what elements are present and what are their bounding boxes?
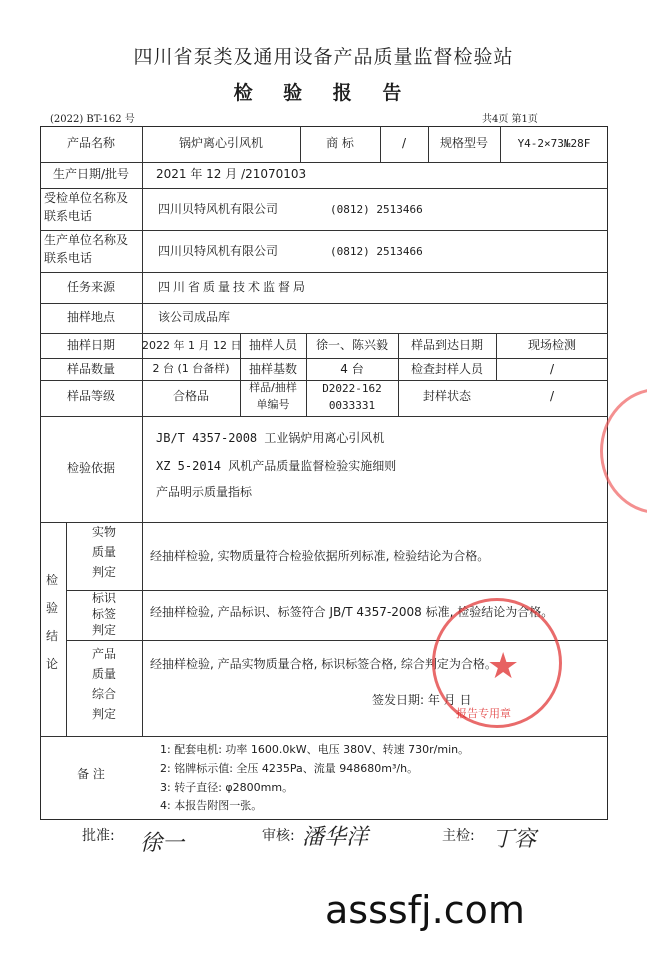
- sampling-date-label: 抽样日期: [66, 338, 115, 352]
- inspected-phone: (0812) 2513466: [330, 203, 423, 216]
- inspect-signature: 丁容: [492, 827, 537, 852]
- sample-no-label-2: 单编号: [256, 398, 290, 411]
- task-source: 四川省质量技术监督局: [158, 280, 309, 294]
- basis-line-3: 产品明示质量指标: [156, 485, 253, 499]
- c2-label-3: 判定: [91, 623, 116, 637]
- issue-date: 签发日期: 年 月 日: [372, 693, 472, 707]
- remark-4: 4: 本报告附图一张。: [160, 799, 263, 812]
- watermark: asssfj.com: [325, 888, 525, 932]
- page-info: 共4页 第1页: [482, 114, 538, 125]
- sample-grade: 合格品: [172, 389, 209, 403]
- conclusion-char-2: 验: [46, 601, 59, 615]
- c2-label-2: 标签: [91, 607, 116, 621]
- inspected-unit: 四川贝特风机有限公司: [158, 202, 279, 216]
- product-name: 锅炉离心引风机: [178, 136, 263, 150]
- task-source-label: 任务来源: [66, 280, 115, 294]
- c3-text: 经抽样检验, 产品实物质量合格, 标识标签合格, 综合判定为合格。: [150, 657, 497, 671]
- approve-label: 批准:: [82, 828, 115, 844]
- trademark: /: [401, 136, 407, 150]
- c2-label-1: 标识: [91, 591, 116, 605]
- sampling-place-label: 抽样地点: [66, 310, 115, 324]
- c1-label-3: 判定: [91, 565, 116, 579]
- org-title: 四川省泵类及通用设备产品质量监督检验站: [133, 46, 514, 68]
- c1-label-1: 实物: [91, 525, 116, 539]
- arrival-date-label: 样品到达日期: [410, 338, 483, 352]
- conclusion-char-3: 结: [46, 629, 59, 643]
- stamp-star-icon: ★: [487, 646, 520, 687]
- sample-no-2: 0033331: [328, 399, 376, 412]
- sampling-place: 该公司成品库: [158, 310, 231, 324]
- model: Y4-2×73№28F: [517, 137, 591, 150]
- basis-line-1: JB/T 4357-2008 工业锅炉用离心引风机: [156, 431, 385, 445]
- c3-label-2: 质量: [91, 667, 116, 681]
- sampler: 徐一、陈兴毅: [315, 338, 388, 352]
- c1-text: 经抽样检验, 实物质量符合检验依据所列标准, 检验结论为合格。: [150, 549, 490, 563]
- conclusion-char-1: 检: [46, 573, 59, 587]
- sample-no-1: D2022-162: [322, 382, 382, 395]
- inspected-unit-label-1: 受检单位名称及: [44, 191, 129, 205]
- basis-label: 检验依据: [66, 461, 115, 475]
- seal-state: /: [549, 389, 555, 403]
- sampling-base-label: 抽样基数: [248, 362, 297, 376]
- producer-phone: (0812) 2513466: [330, 245, 423, 258]
- c3-label-4: 判定: [91, 707, 116, 721]
- sample-qty-label: 样品数量: [66, 362, 115, 376]
- report-number: (2022) BT-162 号: [50, 114, 135, 125]
- stamp-text: 报告专用章: [456, 707, 511, 720]
- basis-line-2: XZ 5-2014 风机产品质量监督检验实施细则: [156, 459, 397, 473]
- remark-2: 2: 铭牌标示值: 全压 4235Pa、流量 948680m³/h。: [160, 762, 419, 775]
- sample-no-label-1: 样品/抽样: [249, 381, 297, 394]
- producer: 四川贝特风机有限公司: [158, 244, 279, 258]
- c2-text: 经抽样检验, 产品标识、标签符合 JB/T 4357-2008 标准, 检验结论为合格。: [150, 605, 554, 619]
- model-label: 规格型号: [439, 136, 488, 150]
- producer-label-2: 联系电话: [44, 251, 93, 265]
- remarks-label: 备 注: [77, 767, 105, 781]
- approve-signature: 徐一: [140, 831, 185, 856]
- remark-1: 1: 配套电机: 功率 1600.0kW、电压 380V、转速 730r/min。: [160, 743, 470, 756]
- c3-label-1: 产品: [91, 647, 116, 661]
- sampling-base: 4 台: [340, 362, 364, 376]
- review-label: 审核:: [262, 828, 295, 844]
- sampling-date: 2022 年 1 月 12 日: [142, 339, 242, 352]
- sampler-label: 抽样人员: [248, 338, 297, 352]
- arrival-date: 现场检测: [527, 338, 576, 352]
- trademark-label: 商 标: [326, 136, 354, 150]
- seal-state-label: 封样状态: [422, 389, 471, 403]
- sample-qty: 2 台 (1 台备样): [152, 362, 230, 375]
- report-title: 检 验 报 告: [233, 82, 414, 104]
- remark-3: 3: 转子直径: φ2800mm。: [160, 781, 294, 794]
- c1-label-2: 质量: [91, 545, 116, 559]
- conclusion-char-4: 论: [46, 657, 59, 671]
- review-signature: 潘华洋: [302, 825, 369, 850]
- sealer-label: 检查封样人员: [410, 362, 483, 376]
- sample-grade-label: 样品等级: [66, 389, 115, 403]
- product-name-label: 产品名称: [66, 136, 115, 150]
- producer-label-1: 生产单位名称及: [44, 233, 129, 247]
- c3-label-3: 综合: [91, 687, 116, 701]
- sealer: /: [549, 362, 555, 376]
- inspected-unit-label-2: 联系电话: [44, 209, 93, 223]
- prod-date-label: 生产日期/批号: [52, 167, 130, 181]
- inspect-label: 主检:: [442, 828, 475, 844]
- prod-date: 2021 年 12 月 /21070103: [156, 167, 307, 181]
